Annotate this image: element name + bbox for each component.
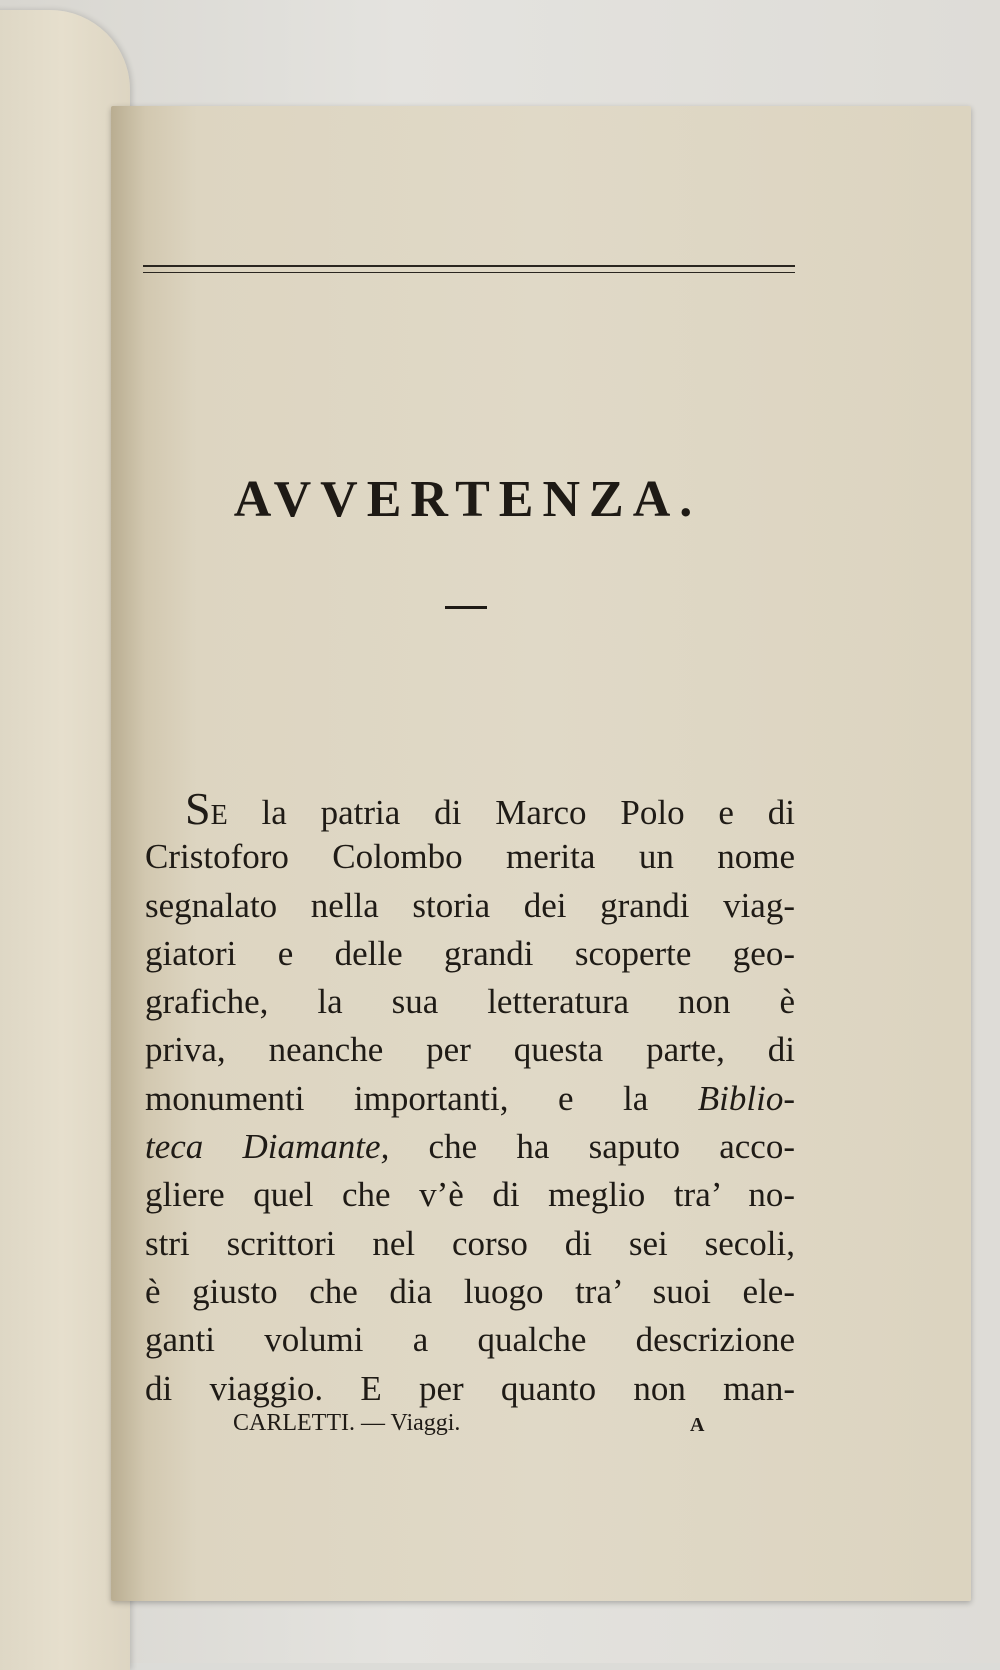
text-line	[145, 930, 795, 978]
line-text: giatori e delle grandi scoperte geo-	[145, 933, 795, 973]
line-text: che ha saputo acco-	[389, 1127, 795, 1167]
page-title: AVVERTENZA.	[233, 471, 702, 528]
header-rule	[143, 265, 795, 267]
body-text	[145, 785, 795, 1413]
line-text: Cristoforo Colombo merita un nome	[145, 837, 795, 877]
text-line	[145, 1365, 795, 1413]
line-text: gliere quel che v’è di meglio tra’ no-	[145, 1175, 795, 1215]
line-text: di viaggio. E per quanto non man-	[145, 1368, 795, 1408]
drop-cap: S	[185, 783, 211, 834]
line-text: grafiche, la sua letteratura non è	[145, 982, 795, 1022]
text-line	[145, 1316, 795, 1364]
text-line	[145, 1123, 795, 1171]
drop-cap-rest: E	[210, 800, 228, 831]
text-line	[145, 882, 795, 930]
text-line	[145, 833, 795, 881]
text-line	[145, 978, 795, 1026]
text-line	[145, 1171, 795, 1219]
header-rule-thin	[143, 272, 795, 273]
italic-text: Biblio-	[697, 1078, 795, 1118]
line-text: è giusto che dia luogo tra’ suoi ele-	[145, 1271, 795, 1311]
line-text: ganti volumi a qualche descrizione	[145, 1320, 795, 1360]
line-text: la patria di Marco Polo e di	[227, 793, 795, 832]
line-text: monumenti importanti, e la	[145, 1078, 698, 1118]
line-text: segnalato nella storia dei grandi viag-	[145, 885, 795, 925]
text-line	[145, 1026, 795, 1074]
signature-mark: A	[690, 1414, 705, 1436]
text-line	[145, 1220, 795, 1268]
line-text: stri scrittori nel corso di sei secoli,	[145, 1223, 795, 1263]
line-text: priva, neanche per questa parte, di	[145, 1030, 795, 1070]
text-line	[145, 1075, 795, 1123]
title-dash	[445, 606, 487, 609]
running-footer: CARLETTI. — Viaggi.	[233, 1410, 461, 1436]
text-line	[145, 1268, 795, 1316]
italic-text: teca Diamante,	[145, 1127, 390, 1167]
text-line	[145, 785, 795, 833]
